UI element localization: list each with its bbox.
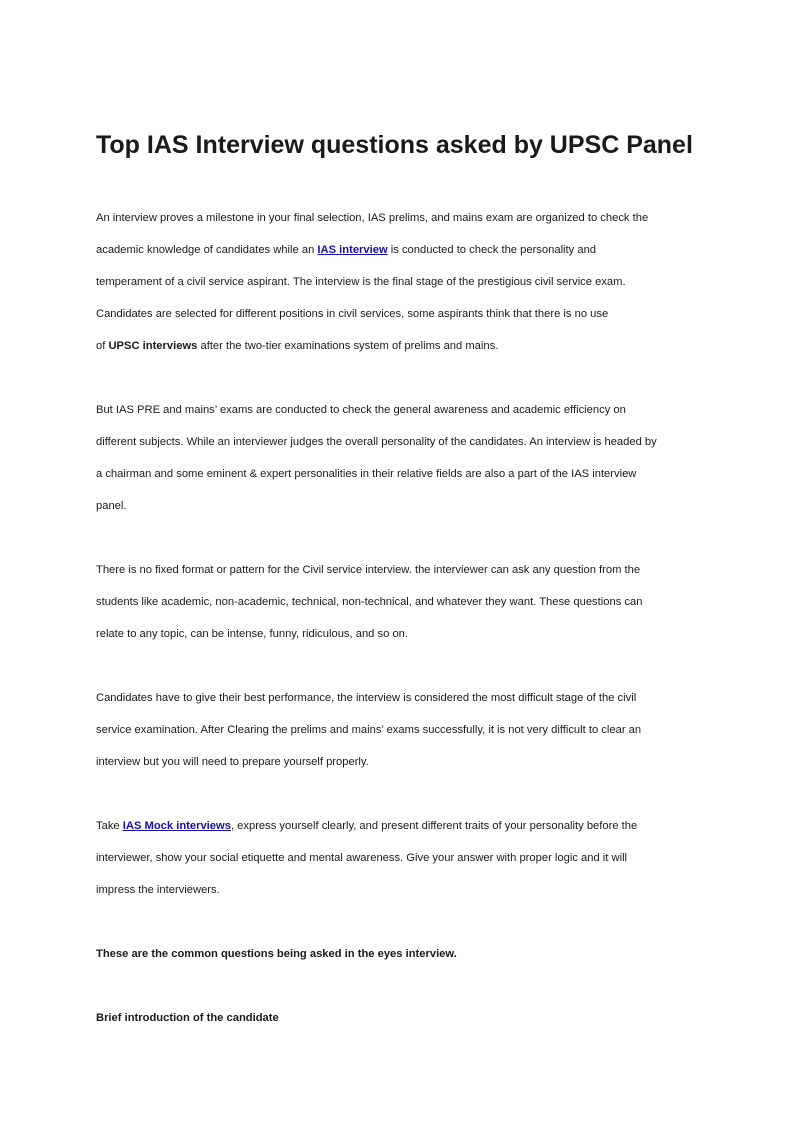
text-line: impress the interviewers. <box>96 884 220 896</box>
text-segment: of <box>96 340 109 352</box>
text-line: Brief introduction of the candidate <box>96 1012 279 1024</box>
text-line: But IAS PRE and mains’ exams are conducted to check the general awareness and academic efficiency on <box>96 404 626 416</box>
question-item <box>96 1002 706 1034</box>
upsc-interviews-bold: UPSC interviews <box>108 340 198 352</box>
text-segment: after the two-tier examinations system of prelims and mains. <box>197 340 499 352</box>
page-title: Top IAS Interview questions asked by UPSC Panel <box>96 131 693 159</box>
text-line: panel. <box>96 500 127 512</box>
text-line: There is no fixed format or pattern for the Civil service interview. the interviewer can ask any question from the <box>96 564 641 576</box>
text-line: interview but you will need to prepare yourself properly. <box>96 756 369 768</box>
text-line: interviewer, show your social etiquette and mental awareness. Give your answer with proper logic and it will <box>96 852 628 864</box>
text-line: Candidates have to give their best performance, the interview is considered the most difficult stage of the civil <box>96 692 637 704</box>
text-line: These are the common questions being asked in the eyes interview. <box>96 948 457 960</box>
text-line: relate to any topic, can be intense, funny, ridiculous, and so on. <box>96 628 408 640</box>
text-line <box>96 810 706 842</box>
text-line: a chairman and some eminent & expert personalities in their relative fields are also a part of the IAS interview <box>96 468 637 480</box>
text-line <box>96 330 706 362</box>
text-line: students like academic, non-academic, technical, non-technical, and whatever they want. These questions can <box>96 596 643 608</box>
text-line: different subjects. While an interviewer judges the overall personality of the candidates. An interview is headed by <box>96 436 657 448</box>
format-paragraph <box>96 554 706 650</box>
ias-interview-link[interactable]: IAS interview <box>317 244 388 256</box>
text-segment: Take <box>96 820 123 832</box>
text-segment: , express yourself clearly, and present different traits of your personality before the <box>230 820 638 832</box>
text-line: Candidates are selected for different positions in civil services, some aspirants think that there is no use <box>96 308 609 320</box>
text-line: service examination. After Clearing the prelims and mains’ exams successfully, it is not very difficult to clear an <box>96 724 642 736</box>
text-line: temperament of a civil service aspirant. The interview is the final stage of the prestigious civil service exam. <box>96 276 626 288</box>
ias-mock-interviews-link[interactable]: IAS Mock interviews <box>122 820 231 832</box>
text-segment: is conducted to check the personality and <box>387 244 597 256</box>
text-line: An interview proves a milestone in your final selection, IAS prelims, and mains exam are organized to check the <box>96 212 649 224</box>
text-segment: academic knowledge of candidates while an <box>96 244 318 256</box>
panel-paragraph <box>96 394 706 522</box>
questions-heading <box>96 938 706 970</box>
intro-paragraph <box>96 202 706 362</box>
text-line <box>96 234 706 266</box>
mock-interview-paragraph <box>96 810 706 906</box>
performance-paragraph <box>96 682 706 778</box>
